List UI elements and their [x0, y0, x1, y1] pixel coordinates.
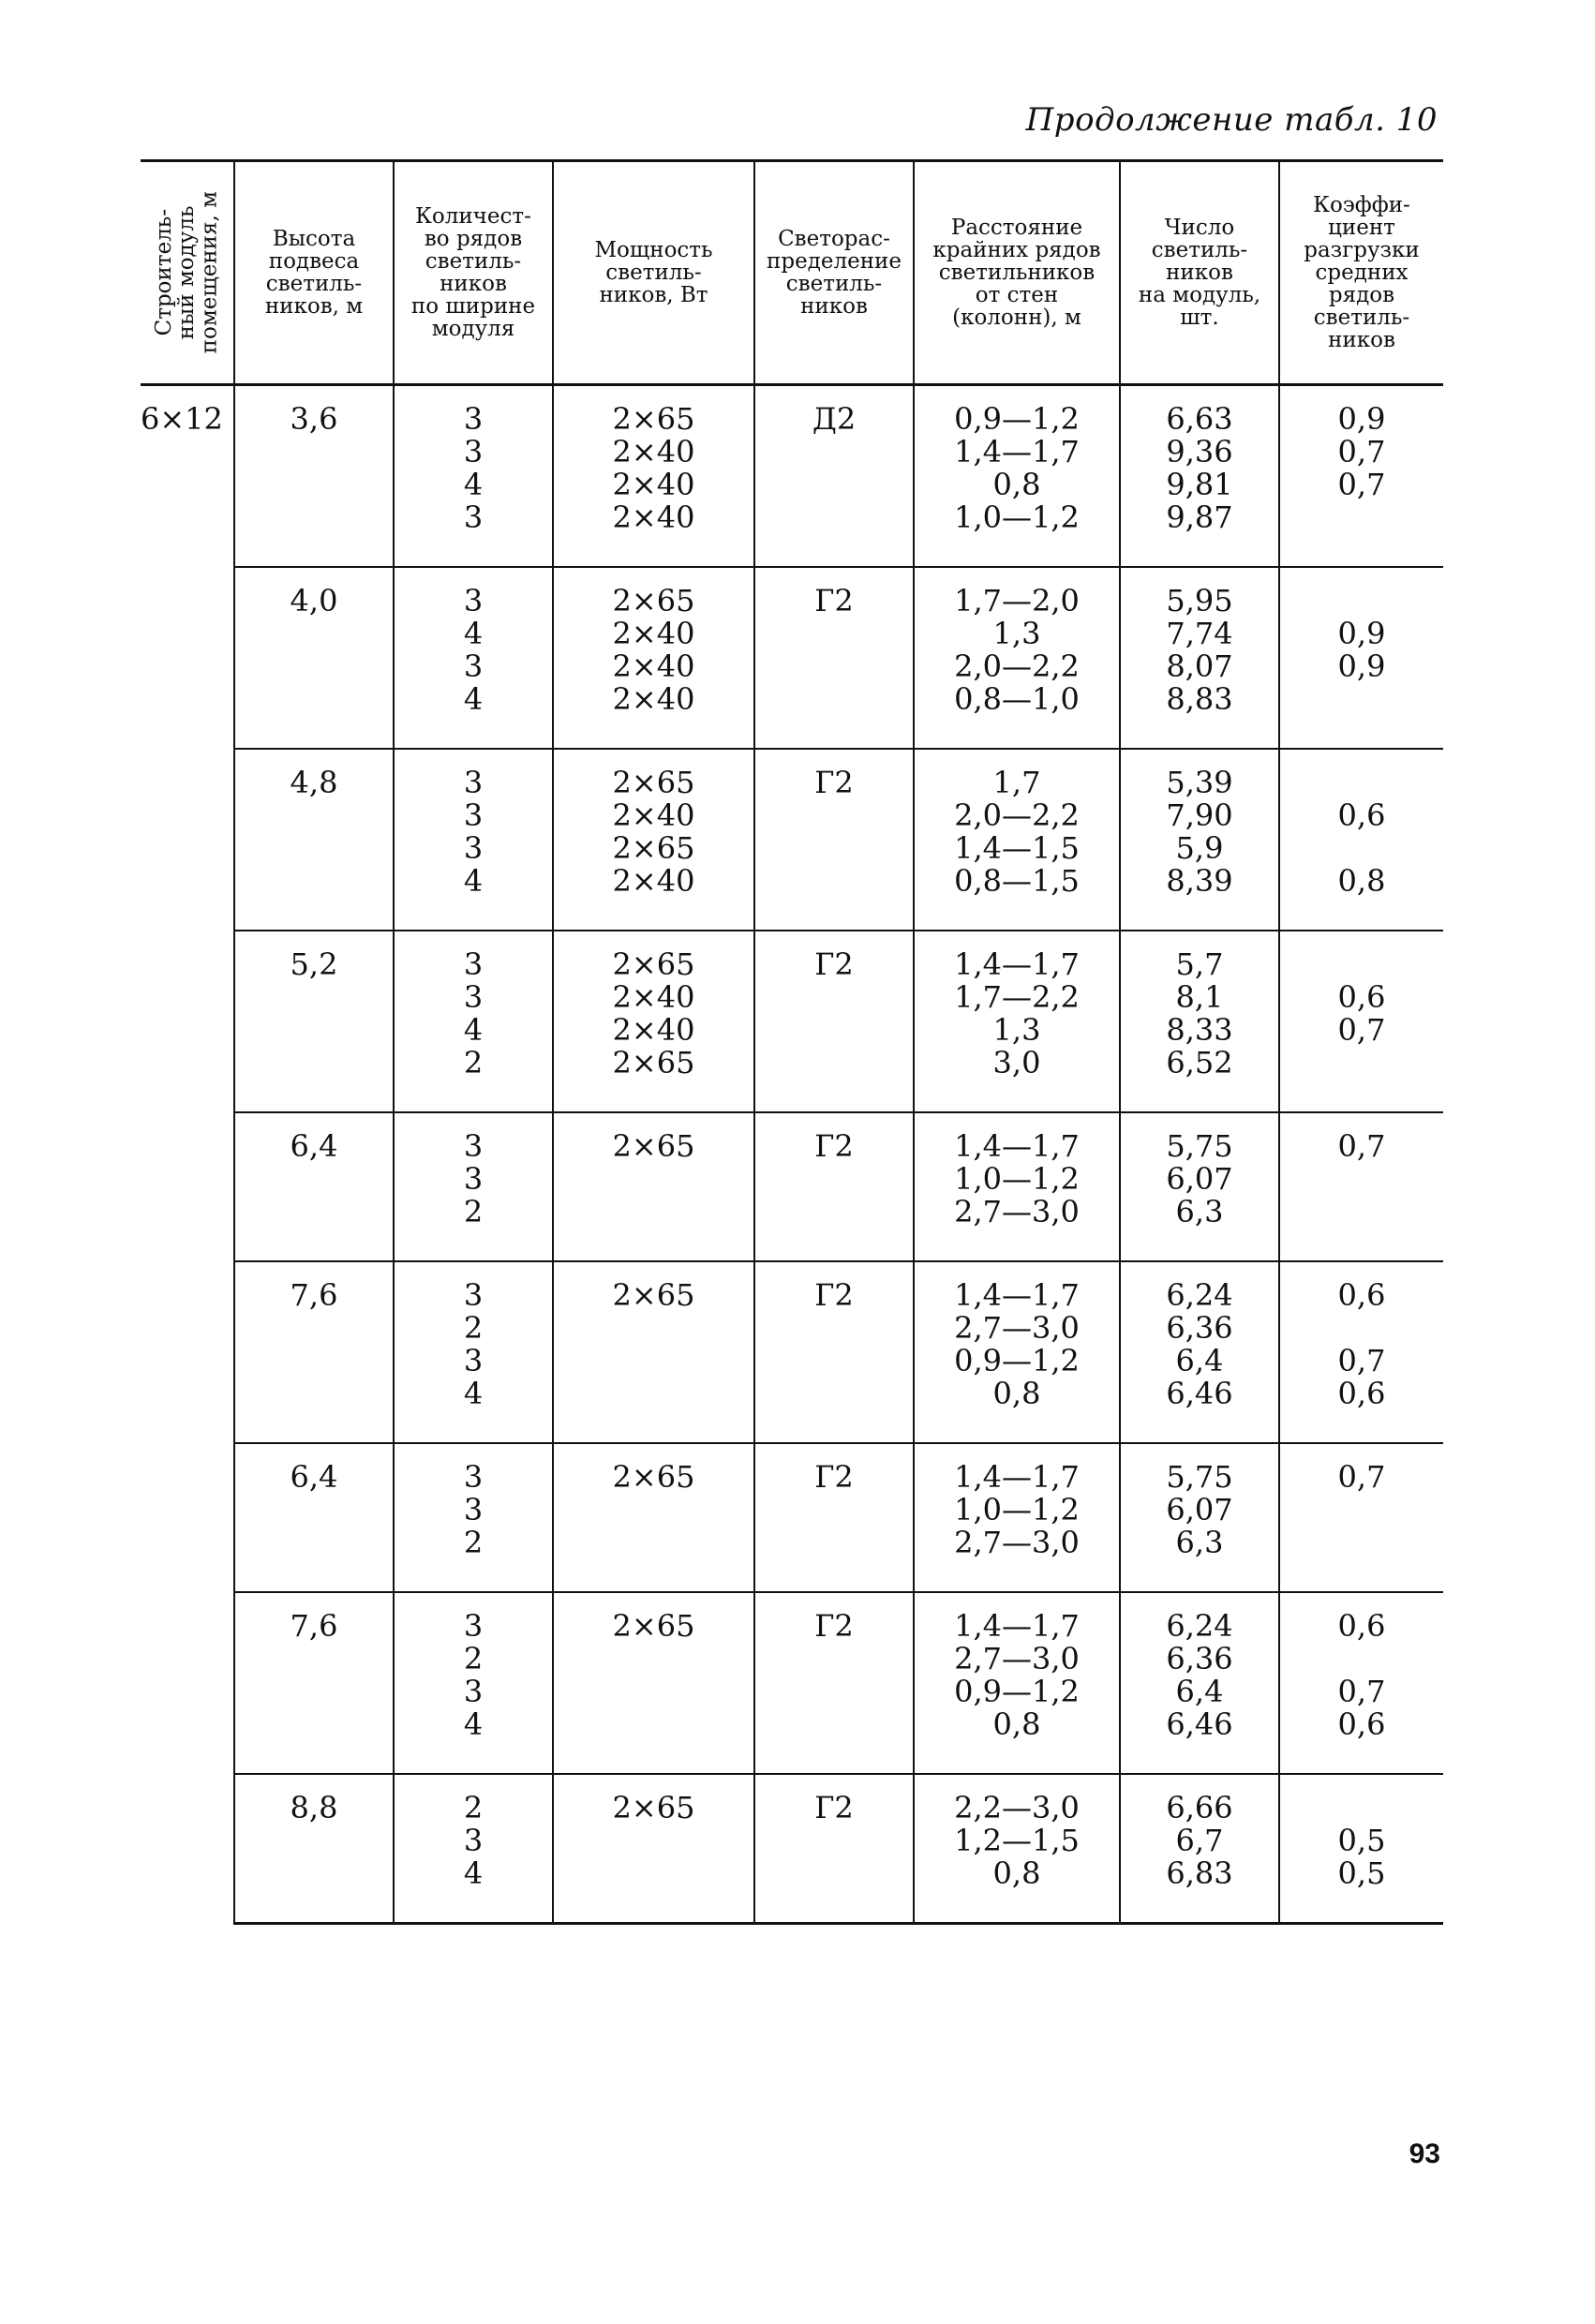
cell-rows: 3 2 3 4 — [394, 1592, 553, 1774]
cell-distance: 0,9—1,2 1,4—1,7 0,8 1,0—1,2 — [914, 385, 1120, 568]
cell-distribution: Г2 — [754, 1261, 914, 1443]
cell-rows: 3 3 2 — [394, 1443, 553, 1592]
cell-rows: 3 3 3 4 — [394, 749, 553, 931]
cell-coefficient: 0,9 0,7 0,7 — [1279, 385, 1443, 568]
cell-coefficient: 0,5 0,5 — [1279, 1774, 1443, 1924]
cell-count: 5,75 6,07 6,3 — [1120, 1112, 1279, 1261]
table-row — [141, 567, 1443, 749]
header-height: Высота подвеса светиль- ников, м — [234, 161, 394, 385]
cell-power: 2×65 2×40 2×40 2×65 — [553, 931, 754, 1112]
table-row — [141, 931, 1443, 1112]
cell-count: 6,24 6,36 6,4 6,46 — [1120, 1592, 1279, 1774]
cell-rows: 3 3 4 2 — [394, 931, 553, 1112]
header-rows: Количест- во рядов светиль- ников по ширине модуля — [394, 161, 553, 385]
cell-coefficient: 0,6 0,7 0,6 — [1279, 1261, 1443, 1443]
table-row — [141, 749, 1443, 931]
cell-distance: 1,4—1,7 2,7—3,0 0,9—1,2 0,8 — [914, 1261, 1120, 1443]
cell-count: 6,24 6,36 6,4 6,46 — [1120, 1261, 1279, 1443]
cell-distribution: Г2 — [754, 1443, 914, 1592]
cell-power: 2×65 — [553, 1112, 754, 1261]
cell-coefficient: 0,6 0,7 0,6 — [1279, 1592, 1443, 1774]
cell-distribution: Г2 — [754, 1774, 914, 1924]
cell-coefficient: 0,6 0,7 — [1279, 931, 1443, 1112]
cell-distribution: Г2 — [754, 1592, 914, 1774]
header-power: Мощность светиль- ников, Вт — [553, 161, 754, 385]
cell-power: 2×65 2×40 2×65 2×40 — [553, 749, 754, 931]
cell-height: 7,6 — [234, 1261, 394, 1443]
cell-power: 2×65 — [553, 1443, 754, 1592]
table-caption: Продолжение табл. 10 — [1025, 101, 1438, 139]
cell-distribution: Г2 — [754, 1112, 914, 1261]
header-module: Строитель- ный модуль помещения, м — [141, 161, 234, 385]
cell-rows: 3 3 4 3 — [394, 385, 553, 568]
cell-distribution: Г2 — [754, 931, 914, 1112]
cell-distance: 1,4—1,7 1,7—2,2 1,3 3,0 — [914, 931, 1120, 1112]
cell-coefficient: 0,9 0,9 — [1279, 567, 1443, 749]
cell-coefficient: 0,7 — [1279, 1112, 1443, 1261]
cell-coefficient: 0,7 — [1279, 1443, 1443, 1592]
cell-count: 5,75 6,07 6,3 — [1120, 1443, 1279, 1592]
cell-distance: 1,4—1,7 1,0—1,2 2,7—3,0 — [914, 1443, 1120, 1592]
cell-power: 2×65 — [553, 1774, 754, 1924]
cell-distribution: Г2 — [754, 749, 914, 931]
cell-height: 4,0 — [234, 567, 394, 749]
table-row — [141, 1592, 1443, 1774]
cell-module: 6×12 — [141, 385, 234, 1924]
cell-count: 5,95 7,74 8,07 8,83 — [1120, 567, 1279, 749]
cell-count: 5,39 7,90 5,9 8,39 — [1120, 749, 1279, 931]
cell-power: 2×65 — [553, 1261, 754, 1443]
page-number: 93 — [1409, 2138, 1440, 2169]
cell-distance: 2,2—3,0 1,2—1,5 0,8 — [914, 1774, 1120, 1924]
cell-distribution: Д2 — [754, 385, 914, 568]
cell-rows: 3 3 2 — [394, 1112, 553, 1261]
cell-distance: 1,4—1,7 2,7—3,0 0,9—1,2 0,8 — [914, 1592, 1120, 1774]
table-row — [141, 1443, 1443, 1592]
cell-distribution: Г2 — [754, 567, 914, 749]
cell-coefficient: 0,6 0,8 — [1279, 749, 1443, 931]
cell-height: 6,4 — [234, 1443, 394, 1592]
cell-rows: 3 4 3 4 — [394, 567, 553, 749]
cell-count: 5,7 8,1 8,33 6,52 — [1120, 931, 1279, 1112]
cell-rows: 3 2 3 4 — [394, 1261, 553, 1443]
cell-power: 2×65 — [553, 1592, 754, 1774]
header-distance: Расстояние крайних рядов светильников от стен (колонн), м — [914, 161, 1120, 385]
cell-distance: 1,7—2,0 1,3 2,0—2,2 0,8—1,0 — [914, 567, 1120, 749]
table-row — [141, 1774, 1443, 1924]
table-row — [141, 1261, 1443, 1443]
header-coefficient: Коэффи- циент разгрузки средних рядов светиль- ников — [1279, 161, 1443, 385]
cell-height: 8,8 — [234, 1774, 394, 1924]
cell-height: 3,6 — [234, 385, 394, 568]
cell-height: 4,8 — [234, 749, 394, 931]
header-row — [141, 161, 1443, 385]
cell-distance: 1,7 2,0—2,2 1,4—1,5 0,8—1,5 — [914, 749, 1120, 931]
cell-power: 2×65 2×40 2×40 2×40 — [553, 385, 754, 568]
cell-count: 6,63 9,36 9,81 9,87 — [1120, 385, 1279, 568]
cell-count: 6,66 6,7 6,83 — [1120, 1774, 1279, 1924]
cell-rows: 2 3 4 — [394, 1774, 553, 1924]
table-row — [141, 385, 1443, 568]
cell-height: 7,6 — [234, 1592, 394, 1774]
table-row — [141, 1112, 1443, 1261]
cell-height: 6,4 — [234, 1112, 394, 1261]
cell-distance: 1,4—1,7 1,0—1,2 2,7—3,0 — [914, 1112, 1120, 1261]
header-distribution: Светорас- пределение светиль- ников — [754, 161, 914, 385]
cell-power: 2×65 2×40 2×40 2×40 — [553, 567, 754, 749]
lighting-table — [141, 159, 1443, 1925]
cell-height: 5,2 — [234, 931, 394, 1112]
header-count: Число светиль- ников на модуль, шт. — [1120, 161, 1279, 385]
